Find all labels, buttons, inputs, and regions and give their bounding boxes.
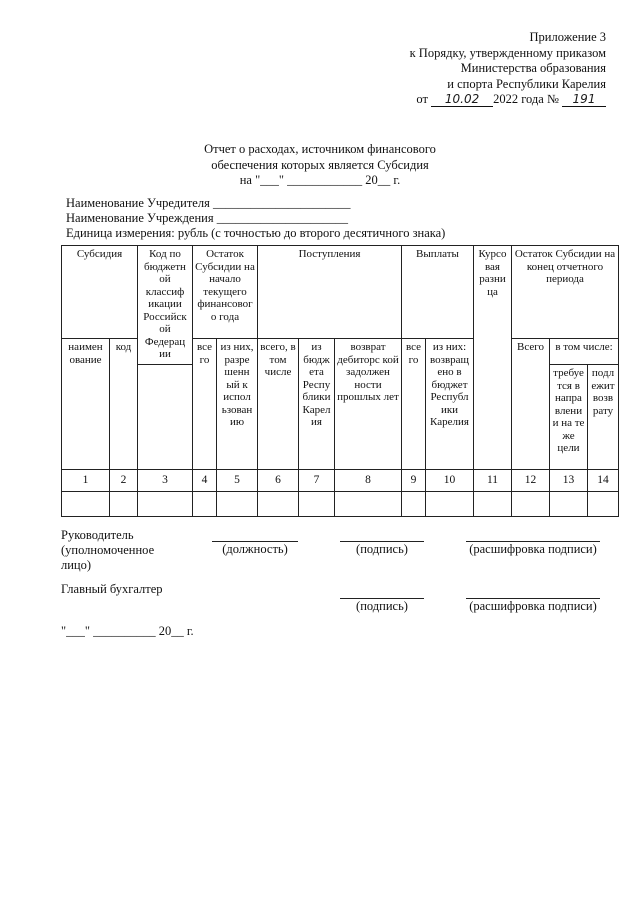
column-number: 14	[588, 470, 619, 492]
data-cell[interactable]	[258, 492, 299, 517]
column-number: 13	[550, 470, 588, 492]
column-number: 5	[217, 470, 258, 492]
column-number-row	[62, 470, 619, 492]
accountant-transcript-field[interactable]: (расшифровка подписи)	[466, 598, 600, 614]
head-label-line: (уполномоченное	[61, 543, 155, 557]
unit-field: Единица измерения: рубль (с точностью до второго десятичного знака)	[66, 226, 446, 240]
header-start-balance: Остаток Субсидии на начало текущего финансовог о года	[193, 246, 258, 339]
header-code: код	[110, 339, 138, 470]
order-number: 191	[562, 92, 606, 107]
header-payments-total: все го	[402, 339, 426, 470]
data-cell[interactable]	[402, 492, 426, 517]
column-number: 2	[110, 470, 138, 492]
founder-field: Наименование Учредителя ______________________	[66, 196, 351, 210]
header-name: наимен ование	[62, 339, 110, 470]
year-text: 2022 года №	[493, 92, 559, 106]
signature-field[interactable]: (подпись)	[340, 541, 424, 557]
chief-accountant-label: Главный бухгалтер	[61, 582, 163, 596]
data-cell[interactable]	[588, 492, 619, 517]
header-payments: Выплаты	[402, 246, 474, 339]
data-cell[interactable]	[138, 492, 193, 517]
header-including: в том числе:	[550, 339, 619, 365]
header-code-column	[138, 365, 193, 470]
head-label-line: Руководитель	[61, 528, 134, 542]
appendix-line: Министерства образования	[460, 61, 606, 75]
data-cell[interactable]	[474, 492, 512, 517]
data-cell[interactable]	[217, 492, 258, 517]
column-number: 4	[193, 470, 217, 492]
column-number: 12	[512, 470, 550, 492]
title-line: обеспечения которых является Субсидия	[211, 157, 429, 172]
report-title	[0, 142, 640, 189]
report-table	[61, 245, 619, 517]
appendix-line: к Порядку, утвержденному приказом	[409, 45, 606, 60]
header-returned-to-budget: из них: возвращ ено в бюджет Республ ики Карелия	[426, 339, 474, 470]
data-row	[62, 492, 619, 517]
header-total: все го	[193, 339, 217, 470]
data-cell[interactable]	[512, 492, 550, 517]
column-number: 10	[426, 470, 474, 492]
header-subject-to-refund: подл ежит возв рату	[588, 365, 619, 470]
data-cell[interactable]	[550, 492, 588, 517]
institution-field: Наименование Учреждения _____________________	[66, 211, 348, 225]
header-subsidy: Субсидия	[62, 246, 138, 339]
appendix-date-line	[410, 92, 606, 108]
report-date-line[interactable]: "___" __________ 20__ г.	[61, 624, 194, 638]
data-cell[interactable]	[426, 492, 474, 517]
header-budget-code: Код по бюджетн ой классиф икации Российск ой Федерац ии	[138, 246, 193, 365]
data-cell[interactable]	[193, 492, 217, 517]
header-required-same-purpose: требуе тся в напра влени и на те же цели	[550, 365, 588, 470]
column-number: 11	[474, 470, 512, 492]
head-label	[61, 528, 154, 573]
appendix-line: и спорта Республики Карелия	[447, 76, 606, 91]
date-prefix: от	[416, 92, 428, 106]
column-number: 1	[62, 470, 110, 492]
appendix-line: Приложение 3	[529, 30, 606, 44]
header-end-total: Всего	[512, 339, 550, 470]
order-date: 10.02	[431, 92, 493, 107]
column-number: 9	[402, 470, 426, 492]
head-label-line: лицо)	[61, 558, 92, 572]
column-number: 7	[299, 470, 335, 492]
data-cell[interactable]	[110, 492, 138, 517]
report-meta	[66, 196, 445, 241]
appendix-block	[410, 30, 606, 108]
header-total-including: всего, в том числе	[258, 339, 299, 470]
transcript-field[interactable]: (расшифровка подписи)	[466, 541, 600, 557]
column-number: 8	[335, 470, 402, 492]
header-receivables-return: возврат дебиторс кой задолжен ности прошлых лет	[335, 339, 402, 470]
data-cell[interactable]	[62, 492, 110, 517]
title-line: Отчет о расходах, источником финансового	[204, 142, 436, 156]
data-cell[interactable]	[335, 492, 402, 517]
header-from-republic-budget: из бюдж ета Респу блики Карел ия	[299, 339, 335, 470]
header-receipts: Поступления	[258, 246, 402, 339]
header-allowed-to-use: из них, разре шенн ый к испол ьзован ию	[217, 339, 258, 470]
accountant-signature-field[interactable]: (подпись)	[340, 598, 424, 614]
column-number: 3	[138, 470, 193, 492]
position-field[interactable]: (должность)	[212, 541, 298, 557]
data-cell[interactable]	[299, 492, 335, 517]
header-end-balance: Остаток Субсидии на конец отчетного периода	[512, 246, 619, 339]
column-number: 6	[258, 470, 299, 492]
header-exchange-difference: Курсо вая разни ца	[474, 246, 512, 470]
title-date-line: на "___" ____________ 20__ г.	[239, 173, 401, 187]
